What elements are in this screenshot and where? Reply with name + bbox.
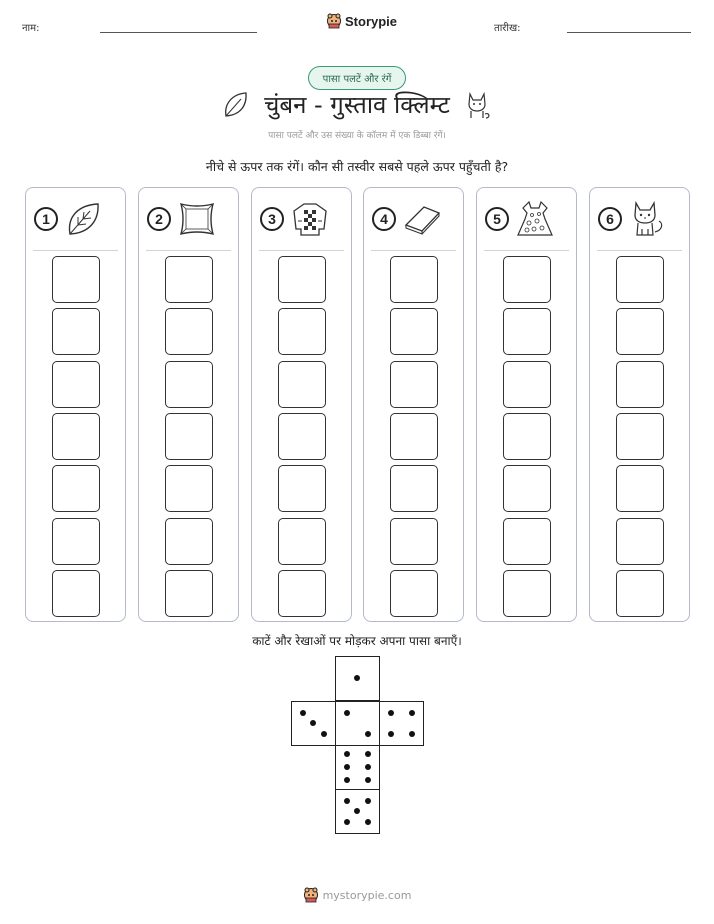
- color-box[interactable]: [503, 361, 551, 408]
- color-box[interactable]: [165, 413, 213, 460]
- color-box[interactable]: [616, 465, 664, 512]
- color-box[interactable]: [503, 465, 551, 512]
- color-box[interactable]: [390, 570, 438, 617]
- leaf-icon: [64, 199, 104, 239]
- brand-logo: [326, 13, 397, 29]
- dice-pip: [344, 798, 350, 804]
- dice-face-1: [335, 656, 380, 701]
- dice-pip: [365, 819, 371, 825]
- dice-pip: [300, 710, 306, 716]
- color-box[interactable]: [503, 518, 551, 565]
- dice-face-4: [379, 701, 424, 746]
- color-box[interactable]: [165, 308, 213, 355]
- color-box[interactable]: [278, 361, 326, 408]
- color-box[interactable]: [52, 256, 100, 303]
- color-box[interactable]: [278, 570, 326, 617]
- color-box[interactable]: [390, 256, 438, 303]
- color-box[interactable]: [616, 361, 664, 408]
- color-box[interactable]: [278, 465, 326, 512]
- dice-pip: [321, 731, 327, 737]
- name-label: नाम:: [22, 23, 40, 34]
- color-box[interactable]: [503, 413, 551, 460]
- color-box[interactable]: [52, 465, 100, 512]
- page-title: चुंबन - गुस्ताव क्लिम्ट: [264, 91, 450, 119]
- column-2: [138, 187, 239, 622]
- color-box[interactable]: [616, 570, 664, 617]
- brand-name: Storypie: [345, 13, 398, 29]
- cut-instruction: काटें और रेखाओं पर मोड़कर अपना पासा बनाएँ।: [252, 634, 462, 648]
- footer-url: mystorypie.com: [322, 888, 412, 902]
- column-number: 3: [260, 207, 284, 231]
- dice-face-2: [335, 701, 380, 746]
- color-box[interactable]: [52, 518, 100, 565]
- color-box[interactable]: [52, 413, 100, 460]
- color-box[interactable]: [278, 413, 326, 460]
- leaf-icon: [222, 90, 250, 120]
- column-6: [589, 187, 690, 622]
- color-box[interactable]: [390, 518, 438, 565]
- color-box[interactable]: [503, 256, 551, 303]
- column-1: [25, 187, 126, 622]
- dice-pip: [388, 710, 394, 716]
- color-box[interactable]: [278, 256, 326, 303]
- column-number: 4: [372, 207, 396, 231]
- cat-icon: [464, 90, 492, 120]
- column-3: [251, 187, 352, 622]
- dice-pip: [409, 710, 415, 716]
- column-number: 6: [598, 207, 622, 231]
- color-box[interactable]: [390, 361, 438, 408]
- color-box[interactable]: [52, 570, 100, 617]
- dice-pip: [388, 731, 394, 737]
- subtitle: पासा पलटें और उस संख्या के कॉलम में एक डिब्बा रंगें।: [268, 131, 446, 141]
- sweater-icon: [290, 199, 330, 239]
- color-box[interactable]: [616, 308, 664, 355]
- color-box[interactable]: [390, 308, 438, 355]
- column-number: 1: [34, 207, 58, 231]
- storypie-mascot-icon: [303, 887, 319, 903]
- date-line[interactable]: [567, 32, 691, 33]
- column-5: [476, 187, 577, 622]
- dice-pip: [344, 751, 350, 757]
- color-box[interactable]: [165, 256, 213, 303]
- date-label: तारीख:: [494, 23, 521, 34]
- color-box[interactable]: [165, 570, 213, 617]
- color-box[interactable]: [503, 570, 551, 617]
- color-box[interactable]: [503, 308, 551, 355]
- dice-pip: [310, 720, 316, 726]
- dice-pip: [344, 764, 350, 770]
- dice-pip: [365, 798, 371, 804]
- color-box[interactable]: [165, 361, 213, 408]
- dice-pip: [344, 777, 350, 783]
- dice-face-6: [335, 745, 380, 790]
- dice-face-5: [335, 789, 380, 834]
- dice-pip: [354, 675, 360, 681]
- cat-icon: [628, 199, 668, 239]
- color-box[interactable]: [390, 465, 438, 512]
- color-box[interactable]: [165, 465, 213, 512]
- dice-pip: [354, 808, 360, 814]
- dice-pip: [365, 751, 371, 757]
- color-box[interactable]: [278, 518, 326, 565]
- column-number: 2: [147, 207, 171, 231]
- color-box[interactable]: [52, 361, 100, 408]
- color-box[interactable]: [52, 308, 100, 355]
- footer: [0, 887, 714, 903]
- column-number: 5: [485, 207, 509, 231]
- color-box[interactable]: [616, 518, 664, 565]
- dice-pip: [365, 731, 371, 737]
- dress-icon: [515, 199, 555, 239]
- color-box[interactable]: [278, 308, 326, 355]
- question: नीचे से ऊपर तक रंगें। कौन सी तस्वीर सबसे पहले ऊपर पहुँचती है?: [205, 159, 509, 174]
- color-box[interactable]: [616, 413, 664, 460]
- column-4: [363, 187, 464, 622]
- color-box[interactable]: [165, 518, 213, 565]
- color-box[interactable]: [616, 256, 664, 303]
- name-line[interactable]: [100, 32, 257, 33]
- dice-pip: [365, 777, 371, 783]
- dice-pip: [344, 710, 350, 716]
- dice-pip: [365, 764, 371, 770]
- color-box[interactable]: [390, 413, 438, 460]
- dice-pip: [409, 731, 415, 737]
- dice-pip: [344, 819, 350, 825]
- storypie-mascot-icon: [326, 13, 342, 29]
- dice-face-3: [291, 701, 336, 746]
- pillow-icon: [177, 199, 217, 239]
- blanket-icon: [402, 199, 442, 239]
- activity-tag: पासा पलटें और रंगें: [308, 66, 406, 90]
